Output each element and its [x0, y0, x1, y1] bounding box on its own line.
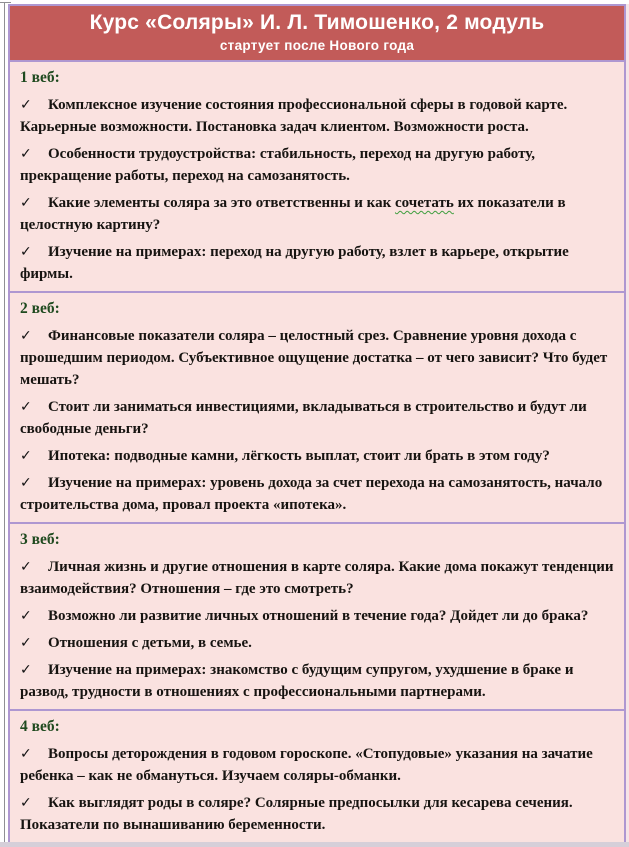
list-item — [20, 325, 614, 391]
check-icon: ✓ — [20, 448, 32, 464]
item-text: Комплексное изучение состояния профессиональной сферы в годовой карте. Карьерные возможности. Постановка задач клиентом. Возможности роста. — [20, 97, 568, 135]
check-icon: ✓ — [20, 244, 32, 260]
item-text: Изучение на примерах: переход на другую работу, взлет в карьере, открытие фирмы. — [20, 244, 569, 282]
check-icon: ✓ — [20, 399, 32, 415]
check-icon: ✓ — [20, 746, 32, 762]
item-text: Изучение на примерах: уровень дохода за счет перехода на самозанятость, начало строительства дома, провал проекта «ипотека». — [20, 475, 603, 513]
section-web-2 — [10, 293, 624, 524]
course-subtitle: стартует после Нового года — [219, 38, 415, 53]
list-item — [20, 192, 614, 236]
check-icon: ✓ — [20, 635, 32, 651]
spellcheck-flagged-word: сочетать — [394, 195, 454, 211]
table-gridline-vertical — [4, 2, 5, 847]
item-text: их показатели в целостную картину? — [20, 195, 566, 233]
list-item — [20, 472, 614, 516]
list-item — [20, 605, 614, 627]
check-icon: ✓ — [20, 328, 32, 344]
section-web-4 — [10, 711, 624, 842]
section-label: 2 веб: — [20, 300, 60, 317]
check-icon: ✓ — [20, 662, 32, 678]
list-item — [20, 143, 614, 187]
section-web-1 — [10, 62, 624, 293]
list-item — [20, 94, 614, 138]
check-icon: ✓ — [20, 475, 32, 491]
item-text: Вопросы деторождения в годовом гороскопе. «Стопудовые» указания на зачатие ребенка – как не обмануться. Изучаем соляры-обманки. — [20, 746, 593, 784]
section-label: 4 веб: — [20, 718, 60, 735]
list-item — [20, 659, 614, 703]
check-icon: ✓ — [20, 146, 32, 162]
item-text: Финансовые показатели соляра – целостный срез. Сравнение уровня дохода с прошедшим периодом. Субъективное ощущение достатка – от чего зависит? Что будет мешать? — [20, 328, 608, 388]
check-icon: ✓ — [20, 559, 32, 575]
list-item — [20, 241, 614, 285]
list-item — [20, 445, 614, 467]
item-text: Стоит ли заниматься инвестициями, вкладываться в строительство и будут ли свободные деньги? — [20, 399, 587, 437]
check-icon: ✓ — [20, 795, 32, 811]
list-item — [20, 792, 614, 836]
section-label: 1 веб: — [20, 69, 60, 86]
table-gridline-horizontal — [0, 2, 11, 3]
item-text: Возможно ли развитие личных отношений в течение года? Дойдет ли до брака? — [48, 608, 589, 624]
list-item — [20, 743, 614, 787]
item-text: Как выглядят роды в соляре? Солярные предпосылки для кесарева сечения. Показатели по вынашиванию беременности. — [20, 795, 573, 833]
list-item — [20, 632, 614, 654]
section-web-3 — [10, 524, 624, 711]
list-item — [20, 556, 614, 600]
course-table — [8, 4, 626, 844]
check-icon: ✓ — [20, 195, 32, 211]
section-label: 3 веб: — [20, 531, 60, 548]
course-title: Курс «Соляры» И. Л. Тимошенко, 2 модуль — [89, 11, 545, 34]
item-text: Особенности трудоустройства: стабильность, переход на другую работу, прекращение работы, переход на самозанятость. — [20, 146, 536, 184]
check-icon: ✓ — [20, 608, 32, 624]
page-bottom-edge — [0, 842, 629, 847]
list-item — [20, 396, 614, 440]
item-text: Какие элементы соляра за это ответственны и как — [48, 195, 395, 211]
check-icon: ✓ — [20, 97, 32, 113]
item-text: Личная жизнь и другие отношения в карте соляра. Какие дома покажут тенденции взаимодействия? Отношения – где это смотреть? — [20, 559, 614, 597]
item-text: Ипотека: подводные камни, лёгкость выплат, стоит ли брать в этом году? — [48, 448, 550, 464]
item-text: Изучение на примерах: знакомство с будущим супругом, ухудшение в браке и развод, трудности в отношениях с профессиональными партнерами. — [20, 662, 574, 700]
item-text: Отношения с детьми, в семье. — [48, 635, 252, 651]
course-header — [10, 6, 624, 62]
